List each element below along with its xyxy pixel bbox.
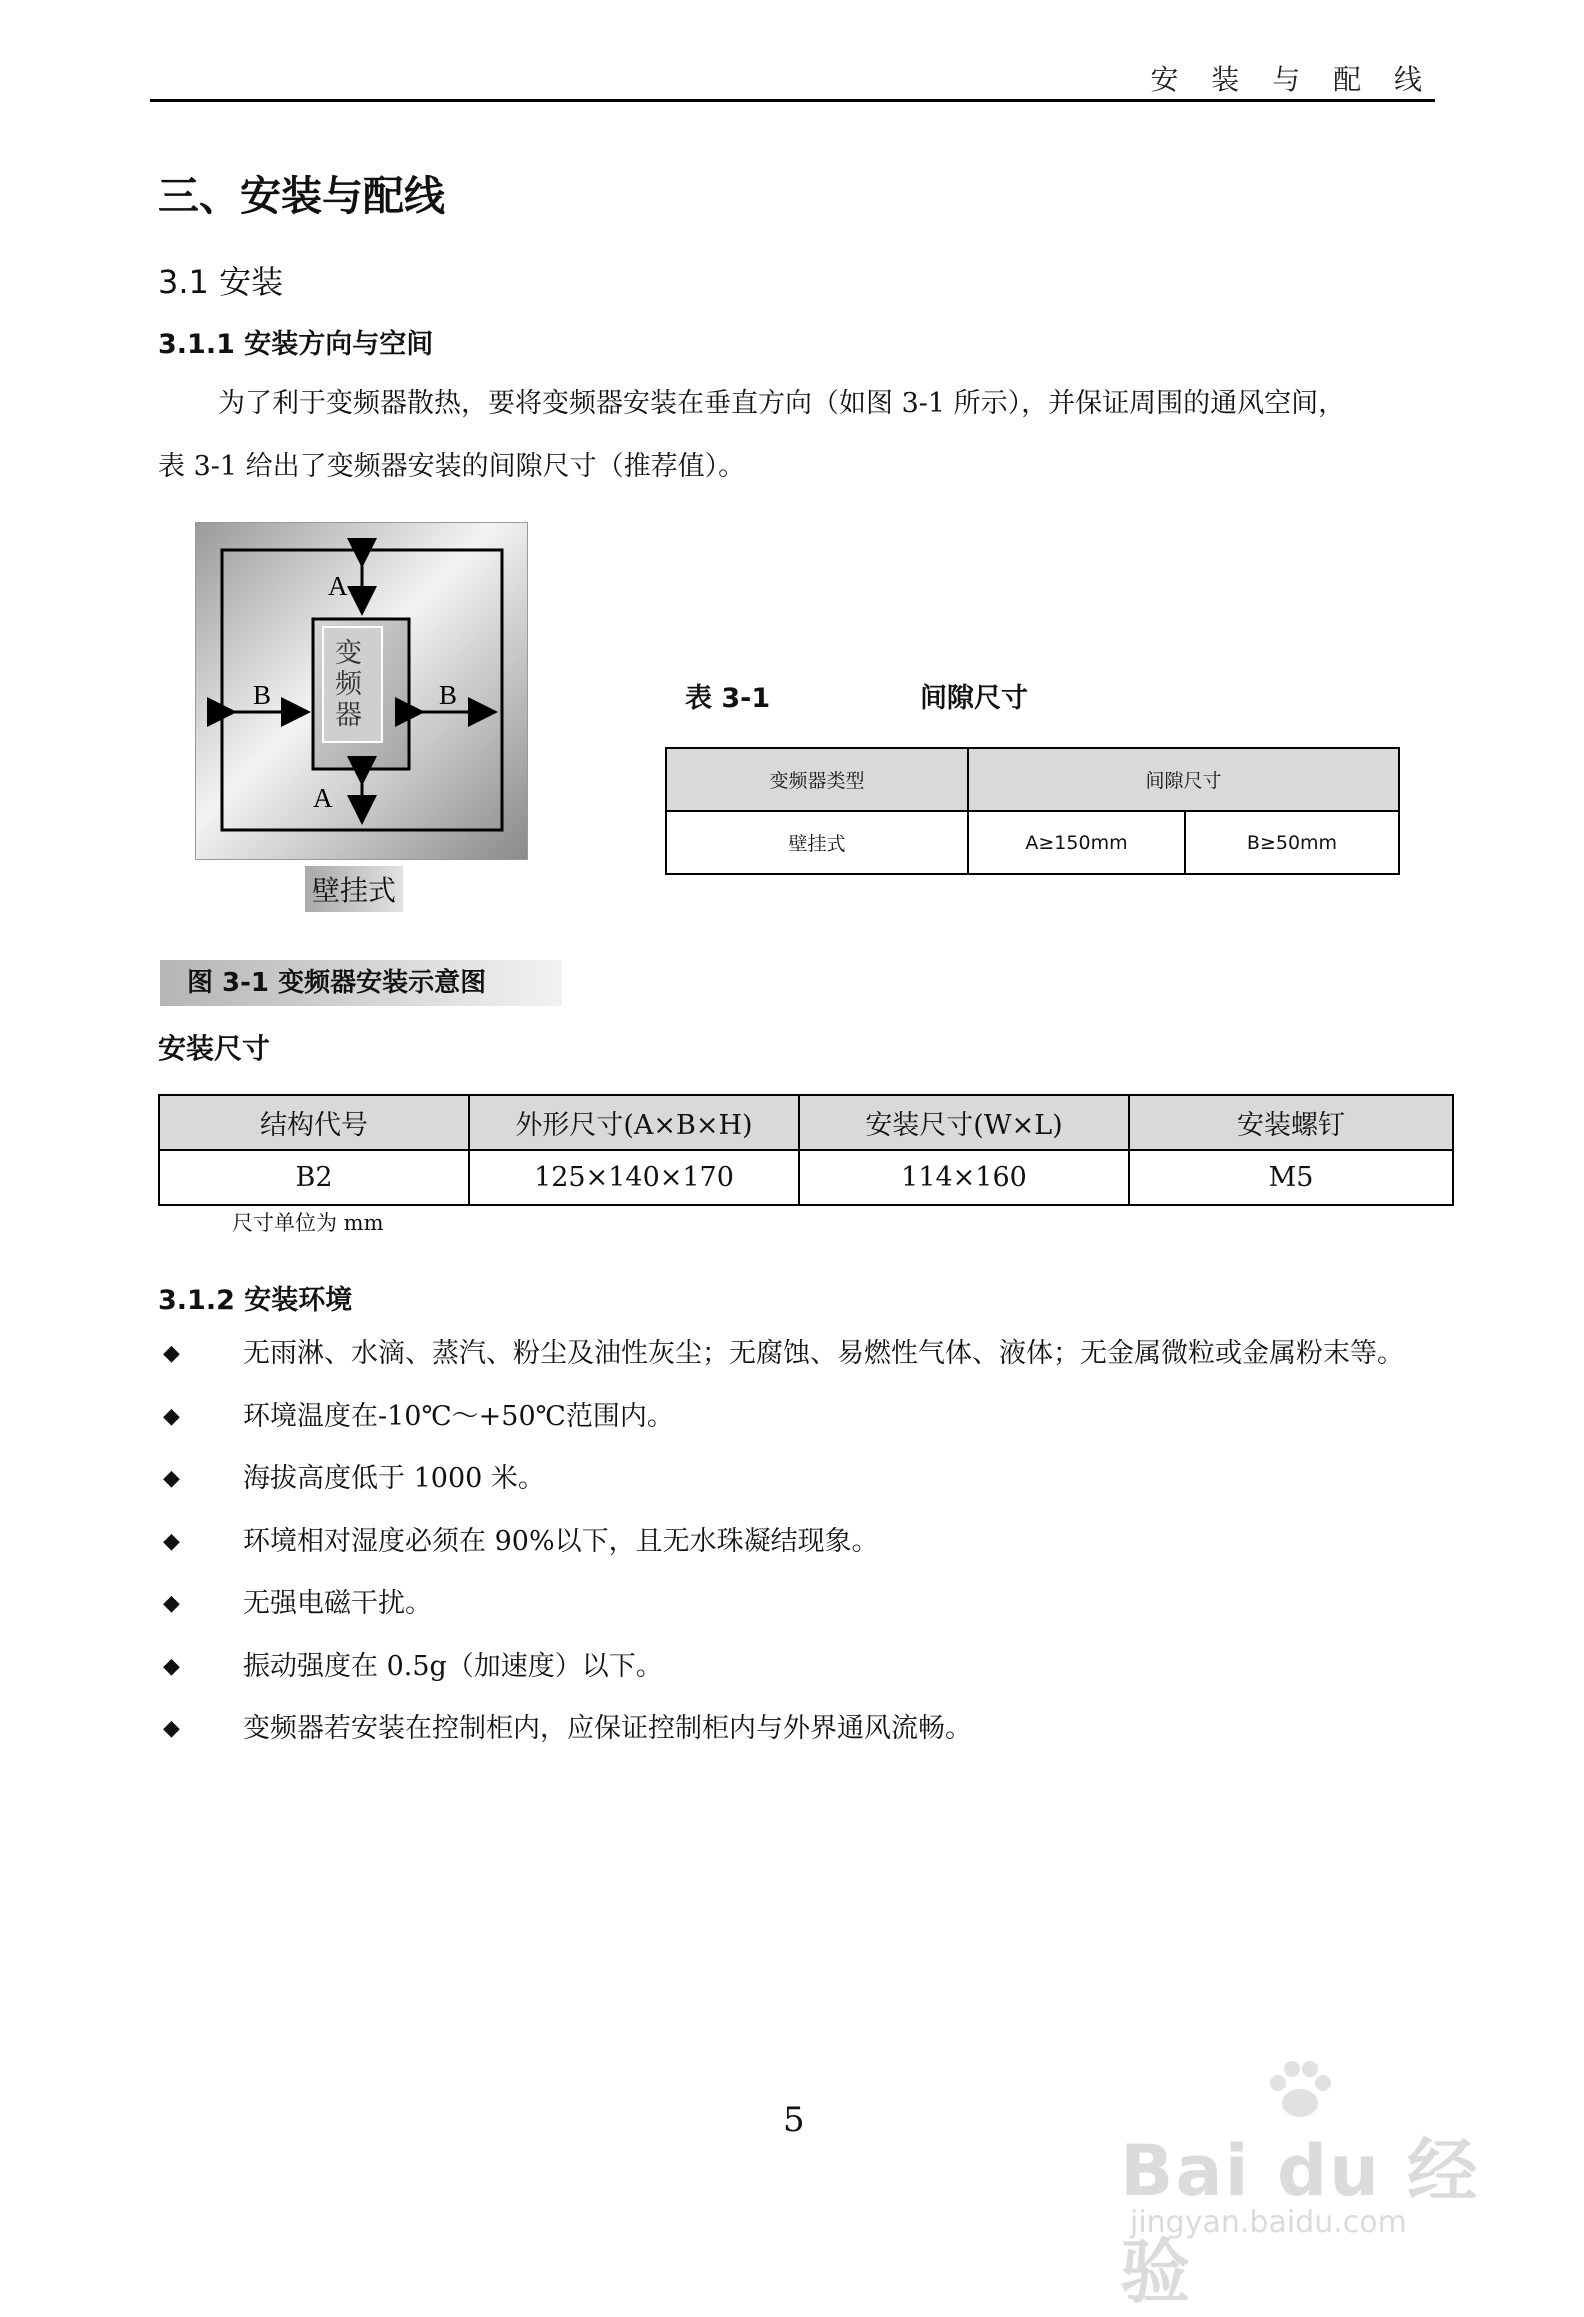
list-item [158,1448,1458,1511]
intro-paragraph [158,372,1438,498]
intro-paragraph-line-1: 为了利于变频器散热，要将变频器安装在垂直方向（如图 3-1 所示），并保证周围的通风空间， [218,388,1346,419]
intro-paragraph-line-2: 表 3-1 给出了变频器安装的间隙尺寸（推荐值）。 [158,451,746,482]
table-cell: A≥150mm [968,811,1185,874]
section-title: 3.1 安装 [158,263,284,301]
watermark-url: jingyan.baidu.com [1130,2205,1407,2240]
table-row [666,811,1399,874]
table-header-cell: 间隙尺寸 [968,748,1399,811]
page-number: 5 [783,2100,805,2140]
install-size-heading: 安装尺寸 [158,1032,271,1065]
diamond-bullet-icon: ◆ [163,1528,180,1554]
table-cell: 125×140×170 [469,1150,799,1205]
list-item [158,1511,1458,1574]
list-item-text: 海拔高度低于 1000 米。 [243,1463,545,1494]
list-item-text: 环境温度在-10℃～+50℃范围内。 [243,1400,674,1432]
subsection-title-orientation: 3.1.1 安装方向与空间 [158,329,434,360]
install-size-table [158,1094,1454,1206]
diamond-bullet-icon: ◆ [163,1403,180,1429]
installation-diagram [195,522,528,860]
list-item-text: 振动强度在 0.5g（加速度）以下。 [243,1650,663,1682]
diagram-caption: 壁挂式 [305,866,403,912]
list-item [158,1323,1458,1386]
baidu-jingyan-watermark [1100,2055,1480,2313]
diamond-bullet-icon: ◆ [163,1591,180,1616]
device-char-2: 频 [335,669,362,700]
unit-note: 尺寸单位为 mm [232,1211,384,1235]
list-item [158,1698,1458,1761]
list-item-text: 变频器若安装在控制柜内，应保证控制柜内与外界通风流畅。 [243,1713,972,1744]
watermark-logo-text: Bai du 经验 [1120,2130,1480,2313]
diamond-bullet-icon: ◆ [163,1466,180,1491]
subsection-title-environment: 3.1.2 安装环境 [158,1285,353,1316]
label-b-left: B [253,680,272,710]
table-header-cell: 变频器类型 [666,748,968,811]
list-item-text: 环境相对湿度必须在 90%以下，且无水珠凝结现象。 [243,1525,879,1557]
diamond-bullet-icon: ◆ [163,1653,180,1679]
table-header-cell: 安装尺寸(W×L) [799,1095,1129,1150]
table-cell: B≥50mm [1185,811,1399,874]
chapter-title: 三、安装与配线 [158,172,445,220]
diamond-bullet-icon: ◆ [163,1341,180,1366]
table-cell: B2 [159,1150,469,1205]
table-row [159,1150,1453,1205]
table-3-1-label: 表 3-1 [685,683,771,714]
diamond-bullet-icon: ◆ [163,1716,180,1741]
table-header-cell: 结构代号 [159,1095,469,1150]
table-cell: 114×160 [799,1150,1129,1205]
device-char-1: 变 [335,638,362,669]
list-item [158,1636,1458,1699]
table-3-1-title: 间隙尺寸 [920,683,1028,714]
clearance-table [665,747,1400,875]
table-header-cell: 安装螺钉 [1129,1095,1453,1150]
list-item-text: 无雨淋、水滴、蒸汽、粉尘及油性灰尘；无腐蚀、易燃性气体、液体；无金属微粒或金属粉末等。 [243,1338,1404,1369]
figure-caption: 图 3-1 变频器安装示意图 [160,960,562,1006]
list-item [158,1386,1458,1449]
running-header-title: 安 装 与 配 线 [1150,63,1434,96]
table-header-cell: 外形尺寸(A×B×H) [469,1095,799,1150]
table-cell: 壁挂式 [666,811,968,874]
table-cell: M5 [1129,1150,1453,1205]
label-b-right: B [439,680,458,710]
device-char-3: 器 [335,700,362,731]
label-a-bottom: A [313,783,333,813]
list-item-text: 无强电磁干扰。 [243,1588,432,1619]
table-header-row [159,1095,1453,1150]
label-a-top: A [328,571,348,601]
environment-list [158,1323,1458,1761]
header-rule [150,99,1435,102]
list-item [158,1573,1458,1636]
table-header-row [666,748,1399,811]
